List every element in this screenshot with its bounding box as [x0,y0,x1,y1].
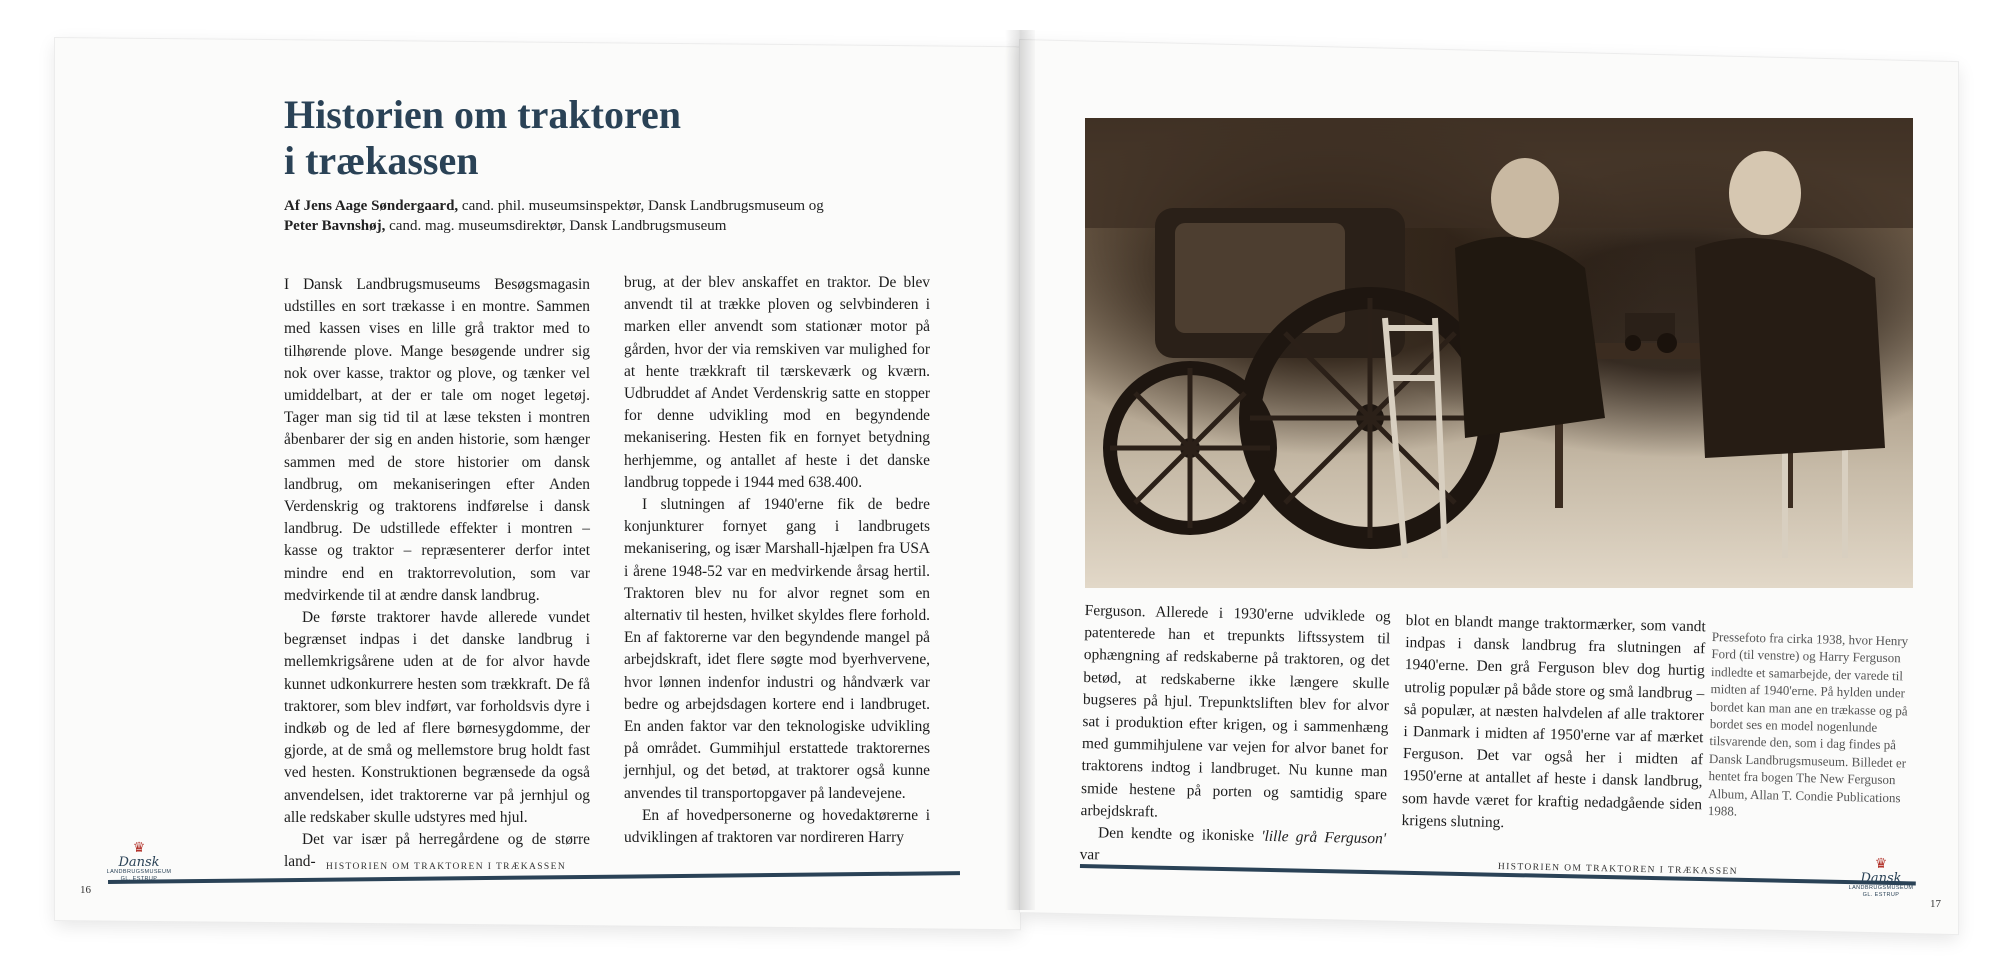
body-column-1 [284,274,590,873]
text-after: var [1079,846,1100,864]
paragraph: De første traktorer havde allerede vundet begrænset indpas i det danske landbrug i mellemkrigsårene uden at de for alvor havde kunnet udkonkurrere hesten som trækkraft. De få traktorer, som blev indført, var forholdsvis dyre i indkøb og de led af flere børnesygdomme, der gjorde, at de små og mellemstore brug holdt fast ved hesten. Konstruktionen begrænsede da også anvendelsen, idet traktorerne var på jernhjul og alle redskaber skulle udstyres med hjul. [284,609,590,826]
author-1-role: cand. phil. museumsinspektør, Dansk Landbrugsmuseum og [458,198,824,214]
logo-line-2: GL. ESTRUP [1862,892,1900,898]
logo-script: Dansk [118,855,160,870]
logo-line-1: LANDBRUGSMUSEUM [106,869,172,875]
page-number-right: 17 [1930,898,1941,910]
paragraph: Det var især på herregårdene og de større land- [284,831,590,871]
logo-line-1: LANDBRUGSMUSEUM [1848,885,1914,891]
title-line-2: i trækassen [284,138,479,183]
paragraph: En af hovedpersonerne og hovedaktørerne i udviklingen af traktoren var nordireren Harry [624,806,930,847]
byline-line-1 [284,196,844,216]
historical-photo [1085,118,1913,588]
author-1-name: Af Jens Aage Søndergaard, [284,198,459,214]
paragraph: I Dansk Landbrugsmuseums Besøgsmagasin udstilles en sort trækasse i en montre. Sammen med kassen vises en lille grå traktor med to tilhørende plove. Mange besøgende undrer sig nok over kasse, traktor og plove, og tænker vel umiddelbart, at der er tale om noget legetøj. Tager man sig tid til at læse teksten i montren åbenbarer der sig en anden historie, som hænger sammen med de store historier om dansk landbrug, om mekaniseringen efter Anden Verdenskrig og traktorens indførelse i dansk landbrug. De udstillede effekter i montren – kasse og traktor – repræsenterer derfor intet mindre end en traktorrevolution, som var medvirkende til at ændre dansk landbrug. [284,276,590,604]
author-2-role: cand. mag. museumsdirektør, Dansk Landbrugsmuseum [385,218,727,234]
paragraph: brug, at der blev anskaffet en traktor. De blev anvendt til at trække ploven og selvbinderen i marken eller anvendt som stationær motor på gården, hvor der via remskiven var mulighed for at hente trækkraft til tærskeværk og kværn. Udbruddet af Andet Verdenskrig satte en stopper for denne udvikling mod en begyndende mekanisering. Hesten fik en fornyet betydning herhjemme, og antallet af heste i det danske landbrug toppede i 1944 med 638.400. [624,274,930,491]
body-column-4 [1401,610,1706,838]
page-number-left: 16 [80,884,91,896]
text-before: Den kendte og ikoniske [1097,824,1262,845]
byline [284,196,844,236]
body-column-2 [624,272,930,849]
photo-caption: Pressefoto fra cirka 1938, hvor Henry Ford (til venstre) og Harry Ferguson indledte et samarbejde, der varede til midten af 1940'erne. På hylden under bordet kan man ane en trækasse og på bordet ses en model nogenlunde tilsvarende den, som i dag findes på Dansk Landbrugsmuseum. Billedet er hentet fra bogen The New Ferguson Album, Allan T. Condie Publications 1988. [1707,628,1909,819]
title-line-1: Historien om traktoren [284,92,681,137]
museum-logo-right [1842,858,1920,902]
body-column-3 [1079,600,1391,873]
article-title [284,92,681,184]
running-head-right: HISTORIEN OM TRAKTOREN I TRÆKASSEN [1497,862,1739,878]
paragraph: Ferguson. Allerede i 1930'erne udviklede og patenterede han et trepunkts liftssystem til ophængning af redskaberne på traktoren, og det betød, at redskaberne ikke længere skulle bugseres på hjul. Trepunktsliften blev for alvor sat i produktion efter krigen, og i sammenhæng med gummihjulene var vejen for alvor banet for traktorens indtog i landbruget. Nu kunne man smide hestene på porten og samtidig spare arbejdskraft. [1080,601,1391,821]
crown-icon: ♛ [1874,857,1888,872]
photo-illustration [1085,118,1913,588]
logo-script: Dansk [1860,871,1902,886]
crown-icon: ♛ [132,841,146,856]
author-2-name: Peter Bavnshøj, [284,218,386,234]
running-head-left: HISTORIEN OM TRAKTOREN I TRÆKASSEN [326,862,567,872]
byline-line-2 [284,216,844,236]
paragraph: blot en blandt mange traktormærker, som vandt indpas i dansk landbrug fra slutningen af 1940'erne. Den grå Ferguson blev dog hurtig utrolig populær på både store og små landbrug – så populær, at næsten halvdelen af alle traktorer i Danmark i midten af 1950'erne var af mærket Ferguson. Det var også her i midten af 1950'erne at antallet af heste i dansk landbrug, som havde været for kraftig nedadgående siden krigens slutning. [1401,611,1706,831]
italic-phrase: 'lille grå Ferguson' [1261,827,1387,848]
paragraph: I slutningen af 1940'erne fik de bedre konjunkturer fornyet gang i landbrugets mekanisering, og især Marshall-hjælpen fra USA i årene 1948-52 var en medvirkende årsag hertil. Traktoren blev nu for alvor regnet som en alternativ til hesten, hvilket skyldes flere forhold. En af faktorerne var den begyndende mangel på arbejdskraft, idet flere søgte mod byerhvervene, hvor lønnen indenfor industri og håndværk var bedre og arbejdsdagen kortere end i landbruget. En anden faktor var den teknologiske udvikling på området. Gummihjul erstattede traktorernes jernhjul, og det betød, at traktorer også kunne anvendes til transportopgaver på landevejene. [624,496,930,802]
